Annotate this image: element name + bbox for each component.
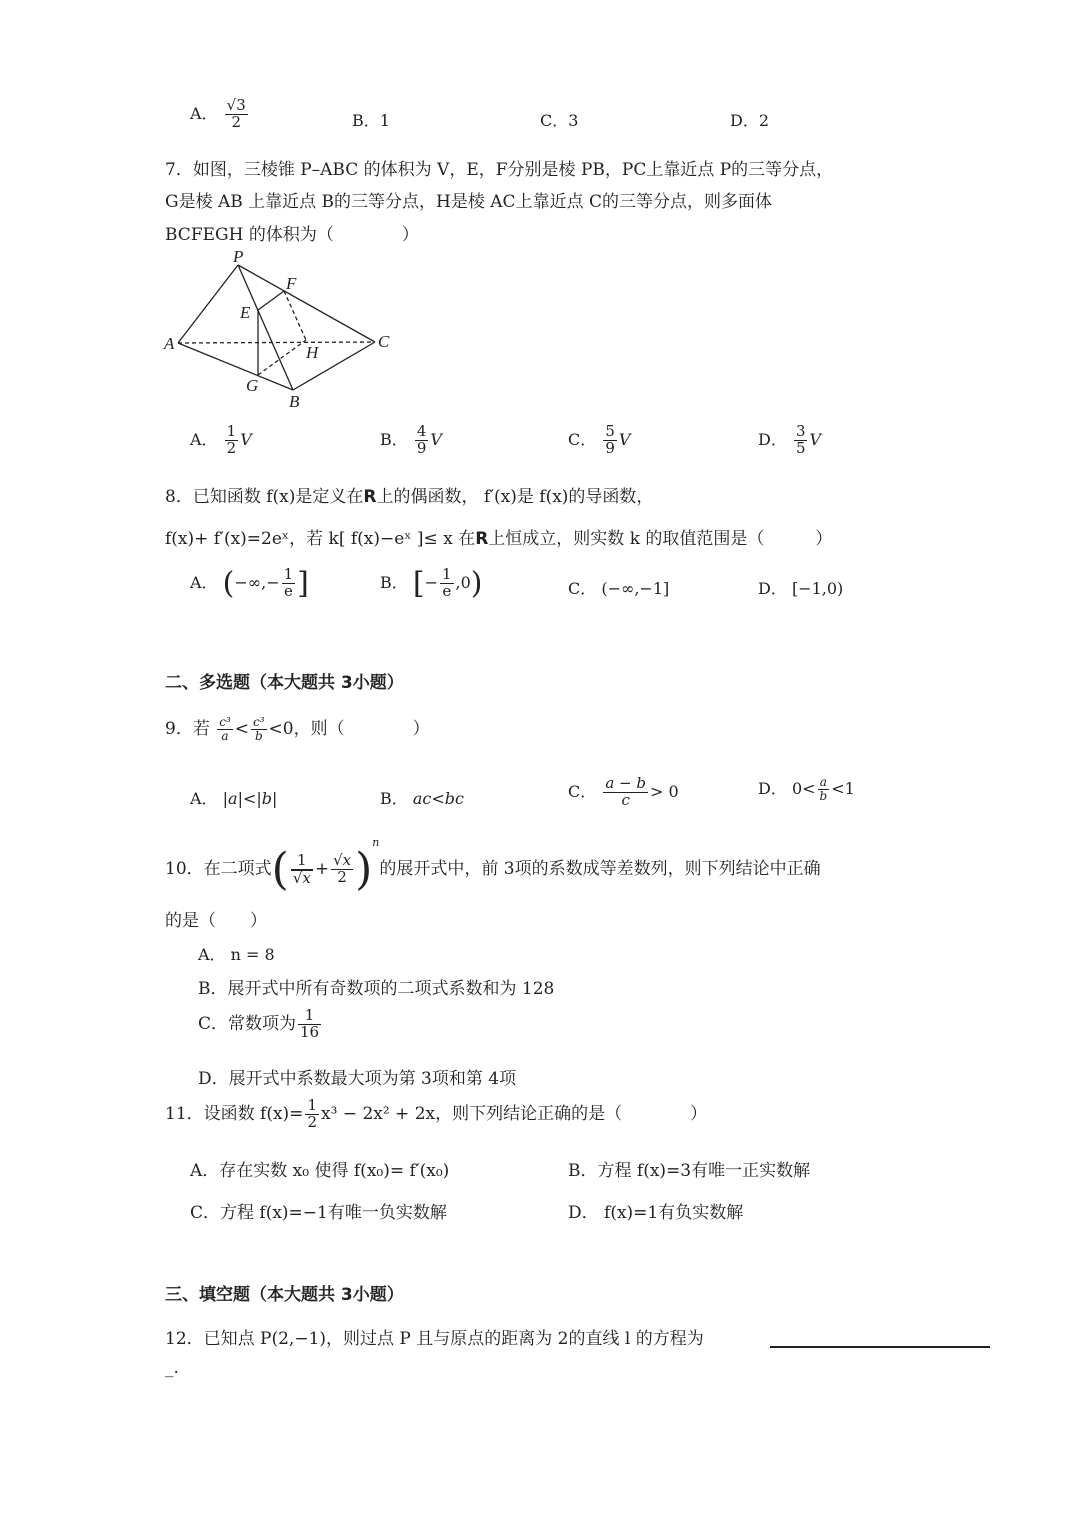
section-3-heading: 三、填空题（本大题共 3小题） bbox=[165, 1285, 404, 1305]
q6-option-c: C．3 bbox=[540, 111, 579, 130]
label-H: H bbox=[306, 343, 319, 362]
edge-EF bbox=[258, 291, 284, 310]
q7-option-c: C． $\frac{5}{9}$ V bbox=[568, 422, 631, 457]
q8-option-b: B． [− $\frac{1}{e}$ ,0) bbox=[380, 565, 483, 601]
q6-option-a: A． $\frac{√3}{2}$ bbox=[190, 96, 246, 131]
q10-option-d: D．展开式中系数最大项为第 3项和第 4项 bbox=[198, 1069, 517, 1089]
q8-stem-line1: 8．已知函数 f(x)是定义在R上的偶函数， f′(x)是 f(x)的导函数， bbox=[165, 487, 654, 507]
q9-option-a: A． |a|<|b| bbox=[190, 789, 278, 808]
q7-option-d: D． $\frac{3}{5}$ V bbox=[758, 422, 822, 457]
q12-answer-blank[interactable] bbox=[770, 1332, 990, 1353]
q7-stem-line3: BCFEGH 的体积为（ ） bbox=[165, 225, 419, 245]
q7-stem-line1: 7．如图，三棱锥 P–ABC 的体积为 V，E，F分别是棱 PB，PC上靠近点 P的三等分点， bbox=[165, 160, 834, 180]
q11-option-a: A．存在实数 x₀ 使得 f(x₀)= f′(x₀) bbox=[190, 1161, 450, 1181]
q8-option-d: D． [−1,0) bbox=[758, 579, 844, 598]
edge-GH-hidden bbox=[258, 340, 306, 375]
q6-option-d: D．2 bbox=[730, 111, 770, 130]
q7-option-b: B． $\frac{4}{9}$ V bbox=[380, 422, 442, 457]
q11-option-b: B．方程 f(x)=3有唯一正实数解 bbox=[568, 1161, 811, 1181]
q12-tail: _. bbox=[165, 1358, 179, 1378]
q10-option-a: A． n = 8 bbox=[198, 945, 275, 964]
q10-stem-line2: 的是（ ） bbox=[165, 911, 267, 931]
q9-option-b: B． ac<bc bbox=[380, 789, 464, 808]
label-G: G bbox=[246, 376, 259, 395]
q8-option-a: A． (−∞,− $\frac{1}{e}$ ] bbox=[190, 565, 309, 601]
q12-stem: 12．已知点 P(2,−1)，则过点 P 且与原点的距离为 2的直线 l 的方程为 bbox=[165, 1329, 704, 1349]
q9-option-d: D． 0< $\frac{a}{b}$ <1 bbox=[758, 775, 855, 803]
label-A: A bbox=[164, 334, 175, 353]
label-C: C bbox=[378, 332, 390, 351]
q8-option-c: C． (−∞,−1] bbox=[568, 579, 670, 598]
edge-FH-hidden bbox=[284, 291, 306, 340]
q9-option-c: C． $\frac{a - b}{c}$ > 0 bbox=[568, 774, 679, 809]
q10-option-c: C．常数项为 $\frac{1}{16}$ bbox=[198, 1006, 320, 1041]
label-F: F bbox=[286, 274, 297, 293]
q7-stem-line2: G是棱 AB 上靠近点 B的三等分点，H是棱 AC上靠近点 C的三等分点，则多面体 bbox=[165, 192, 772, 212]
q10-option-b: B．展开式中所有奇数项的二项式系数和为 128 bbox=[198, 979, 555, 999]
label-P: P bbox=[233, 247, 244, 266]
pyramid-figure bbox=[160, 245, 400, 415]
q8-stem-line2: f(x)+ f′(x)=2eˣ，若 k[ f(x)−eˣ ]≤ x 在R上恒成立，则实数 k 的取值范围是（ ） bbox=[165, 529, 833, 549]
q11-option-d: D． f(x)=1有负实数解 bbox=[568, 1203, 744, 1223]
edge-AC-hidden bbox=[178, 342, 375, 343]
section-2-heading: 二、多选题（本大题共 3小题） bbox=[165, 673, 404, 693]
label-B: B bbox=[289, 392, 300, 411]
q11-option-c: C．方程 f(x)=−1有唯一负实数解 bbox=[190, 1203, 447, 1223]
edge-PA bbox=[178, 265, 238, 343]
q9-stem: 9．若 $\frac{\text{c³}}{a}$ < $\frac{\text{c³}}{b}$ <0，则（ ） bbox=[165, 715, 430, 743]
q7-option-a: A． $\frac{1}{2}$ V bbox=[190, 422, 252, 457]
q6-option-b: B．1 bbox=[352, 111, 390, 130]
label-E: E bbox=[240, 303, 251, 322]
q10-stem-line1: 10．在二项式( $\frac{1}{√x}$ + $\frac{√x}{2}$ )$^n$的展开式中，前 3项的系数成等差数列，则下列结论中正确 bbox=[165, 836, 821, 895]
q11-stem: 11．设函数 f(x)= $\frac{1}{2}$ x³ − 2x² + 2x，则下列结论正确的是（ ） bbox=[165, 1096, 708, 1131]
